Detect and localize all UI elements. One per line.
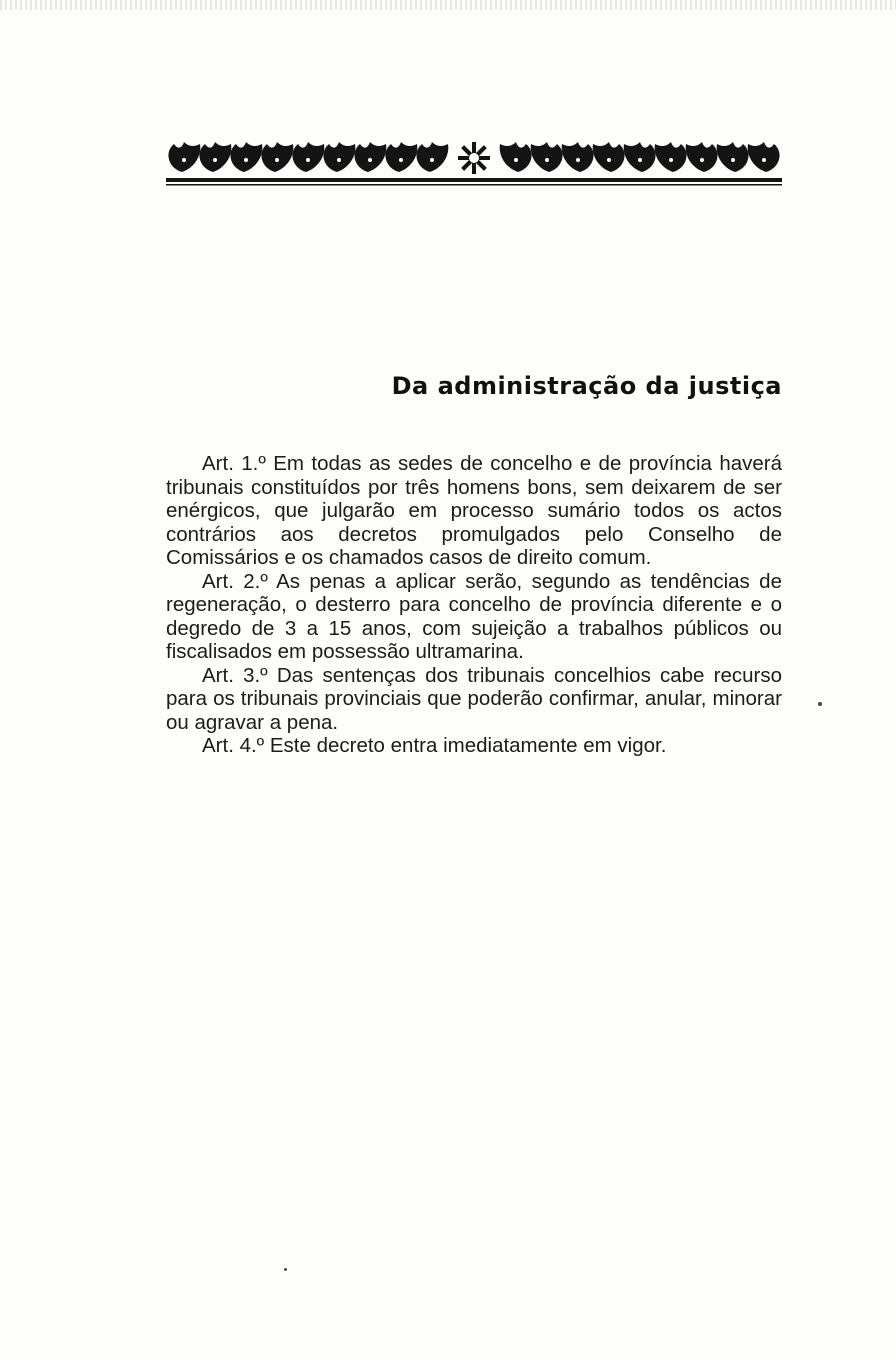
scan-edge (0, 0, 896, 10)
leaf-highlight (399, 158, 403, 162)
leaf-ornament-icon (748, 142, 780, 172)
leaf-highlight (576, 158, 580, 162)
leaf-highlight (182, 158, 186, 162)
ink-speck (818, 702, 822, 706)
leaf-highlight (607, 158, 611, 162)
page-title: Da administração da justiça (391, 372, 782, 400)
leaf-highlight (731, 158, 735, 162)
leaf-ornament-icon (168, 142, 200, 172)
leaf-highlight (368, 158, 372, 162)
leaf-highlight (545, 158, 549, 162)
leaf-ornament-icon (292, 142, 324, 172)
article-3: Art. 3.º Das sentenças dos tribunais concelhios cabe recurso para os tribunais provinciais que poderão confirmar, anular, minorar ou agravar a pena. (166, 663, 782, 734)
leaf-highlight (700, 158, 704, 162)
leaf-ornament-icon (230, 142, 262, 172)
leaf-highlight (430, 158, 434, 162)
center-star-icon (458, 142, 490, 174)
leaf-ornament-icon (624, 142, 656, 172)
leaf-ornament-icon (593, 142, 625, 172)
leaf-highlight (669, 158, 673, 162)
leaf-ornament-icon (354, 142, 386, 172)
leaf-highlight (213, 158, 217, 162)
leaf-highlight (514, 158, 518, 162)
leaf-highlight (275, 158, 279, 162)
leaf-highlight (638, 158, 642, 162)
ink-speck (284, 1268, 287, 1271)
leaf-border-ornament-icon (166, 134, 782, 190)
leaf-ornament-icon (531, 142, 563, 172)
leaf-ornament-icon (261, 142, 293, 172)
leaf-ornament-icon (655, 142, 687, 172)
leaf-ornament-icon (686, 142, 718, 172)
leaf-ornament-icon (717, 142, 749, 172)
leaf-ornament-icon (416, 142, 448, 172)
leaf-ornament-icon (199, 142, 231, 172)
article-1: Art. 1.º Em todas as sedes de concelho e de província haverá tribunais constituídos por três homens bons, sem deixarem de ser enérgicos, que julgarão em processo sumário todos os actos contrários aos decretos promulgados pelo Conselho de Comissários e os chamados casos de direito comum. (166, 452, 782, 569)
article-2: Art. 2.º As penas a aplicar serão, segundo as tendências de regeneração, o desterro para concelho de província diferente e o degredo de 3 a 15 anos, com sujeição a trabalhos públicos ou fiscalisados em possessão ultramarina. (166, 569, 782, 663)
leaf-ornament-icon (500, 142, 532, 172)
article-4: Art. 4.º Este decreto entra imediatamente em vigor. (202, 734, 667, 757)
leaf-ornament-icon (562, 142, 594, 172)
leaf-ornament-icon (323, 142, 355, 172)
leaf-highlight (337, 158, 341, 162)
leaf-highlight (762, 158, 766, 162)
leaf-ornament-icon (385, 142, 417, 172)
leaf-highlight (244, 158, 248, 162)
leaf-highlight (306, 158, 310, 162)
decree-body (166, 452, 782, 758)
